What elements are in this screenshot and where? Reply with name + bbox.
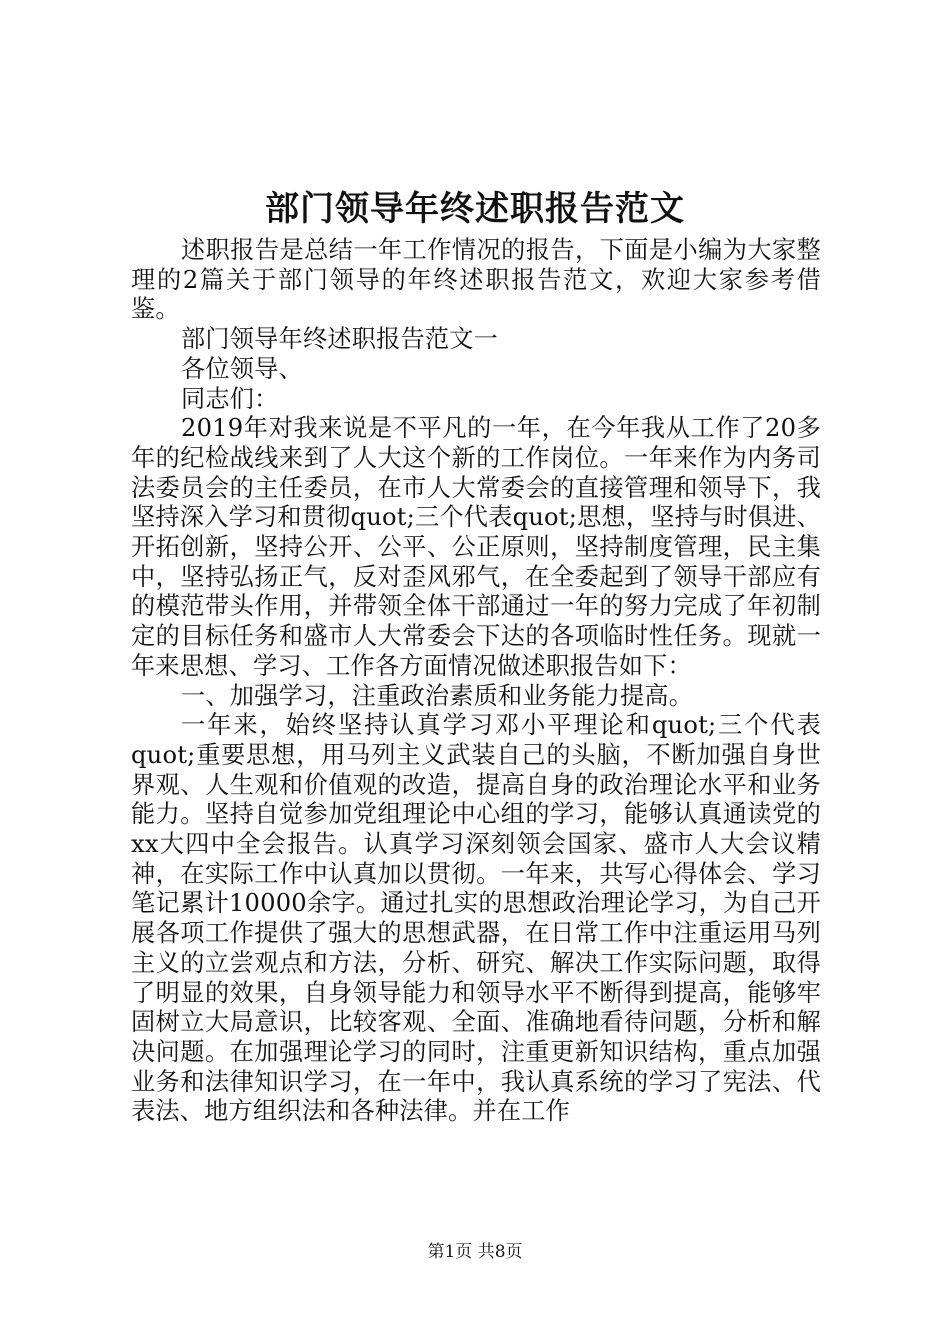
page-footer: 第1页 共8页 xyxy=(427,1242,523,1262)
paragraph-salutation-1: 各位领导、 xyxy=(181,354,303,383)
document-body xyxy=(131,236,821,1127)
section-heading-1: 一、加强学习，注重政治素质和业务能力提高。 xyxy=(181,681,694,710)
document-title: 部门领导年终述职报告范文 xyxy=(265,189,685,229)
paragraph-section-1: 一年来，始终坚持认真学习邓小平理论和quot;三个代表quot;重要思想，用马列主义武装自己的头脑，不断加强自身世界观、人生观和价值观的改造，提高自身的政治理论水平和业务能力。坚持自觉参加党组理论中心组的学习，能够认真通读党的xx大四中全会报告。认真学习深刻领会国家、盛市人大会议精神，在实际工作中认真加以贯彻。一年来，共写心得体会、学习笔记累计10000余字。通过扎实的思想政治理论学习，为自己开展各项工作提供了强大的思想武器，在日常工作中注重运用马列主义的立尝观点和方法，分析、研究、解决工作实际问题，取得了明显的效果，自身领导能力和领导水平不断得到提高，能够牢固树立大局意识，比较客观、全面、准确地看待问题，分析和解决问题。在加强理论学习的同时，注重更新知识结构，重点加强业务和法律知识学习，在一年中，我认真系统的学习了宪法、代表法、地方组织法和各种法律。并在工作 xyxy=(131,711,821,1126)
paragraph-intro: 述职报告是总结一年工作情况的报告，下面是小编为大家整理的2篇关于部门领导的年终述职报告范文，欢迎大家参考借鉴。 xyxy=(131,236,821,324)
paragraph-opening: 2019年对我来说是不平凡的一年，在今年我从工作了20多年的纪检战线来到了人大这个新的工作岗位。一年来作为内务司法委员会的主任委员，在市人大常委会的直接管理和领导下，我坚持深入学习和贯彻quot;三个代表quot;思想，坚持与时俱进、开拓创新，坚持公开、公平、公正原则，坚持制度管理，民主集中，坚持弘扬正气，反对歪风邪气，在全委起到了领导干部应有的模范带头作用，并带领全体干部通过一年的努力完成了年初制定的目标任务和盛市人大常委会下达的各项临时性任务。现就一年来思想、学习、工作各方面情况做述职报告如下： xyxy=(131,414,821,680)
paragraph-subtitle: 部门领导年终述职报告范文一 xyxy=(181,325,499,354)
paragraph-salutation-2: 同志们： xyxy=(181,384,279,413)
